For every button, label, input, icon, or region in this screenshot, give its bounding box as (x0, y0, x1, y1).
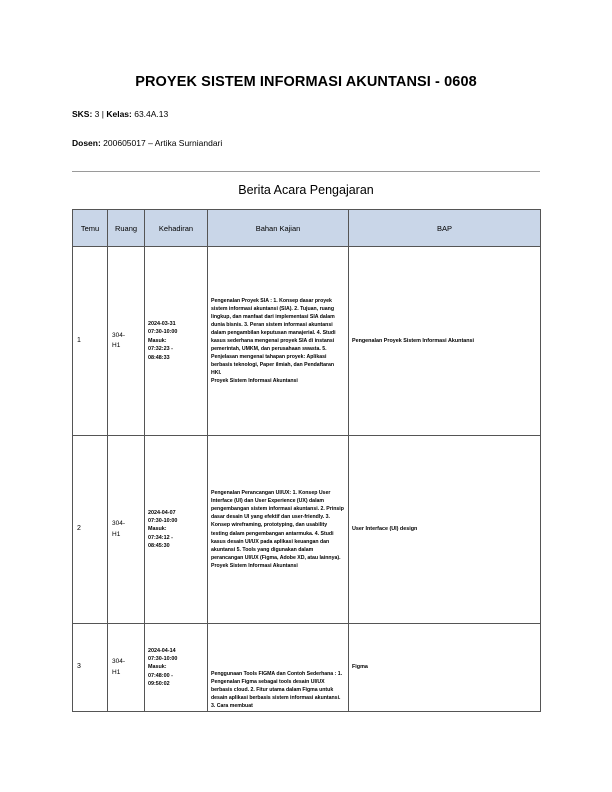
kelas-value: 63.4A.13 (131, 109, 169, 119)
cell-bahan-kajian (208, 624, 349, 712)
kehadiran-text: 2024-04-07 07:30-10:00 Masuk: 07:34:12 - 08:45:30 (148, 509, 178, 550)
kehadiran-text: 2024-04-14 07:30-10:00 Masuk: 07:48:00 - 09:50:02 (148, 647, 178, 688)
sks-label: SKS: (72, 109, 93, 119)
sks-value: 3 | (92, 109, 107, 119)
kelas-label: Kelas: (106, 109, 132, 119)
document-title: PROYEK SISTEM INFORMASI AKUNTANSI - 0608 (135, 74, 477, 90)
section-title: Berita Acara Pengajaran (238, 183, 374, 197)
bahan-kajian-text: Penggunaan Tools FIGMA dan Contoh Sederhana : 1. Pengenalan Figma sebagai tools desain UI/UX berbasis cloud. 2. Fitur utama dalam Figma untuk desain aplikasi berbasis sistem informasi akuntansi. 3. Cara membuat (211, 670, 343, 709)
column-header-bap: BAP (349, 210, 541, 247)
cell-bap: Figma (349, 624, 541, 712)
cell-temu: 3 (73, 624, 108, 712)
ruang-text: 304- H1 (112, 658, 126, 676)
table-row (73, 624, 541, 712)
cell-bap: Pengenalan Proyek Sistem Informasi Akuntansi (349, 247, 541, 436)
cell-bahan-kajian (208, 436, 349, 624)
cell-ruang (108, 436, 145, 624)
table-row (73, 436, 541, 624)
course-info (72, 109, 168, 119)
cell-temu: 2 (73, 436, 108, 624)
column-header-temu: Temu (73, 210, 108, 247)
cell-ruang (108, 624, 145, 712)
cell-ruang (108, 247, 145, 436)
cell-bap: User Interface (UI) design (349, 436, 541, 624)
divider (72, 171, 540, 172)
table-header-row (73, 210, 541, 247)
dosen-label: Dosen: (72, 138, 101, 148)
cell-bahan-kajian (208, 247, 349, 436)
cell-temu: 1 (73, 247, 108, 436)
column-header-kehadiran: Kehadiran (145, 210, 208, 247)
bahan-kajian-text: Pengenalan Perancangan UI/UX: 1. Konsep User Interface (UI) dan User Experience (UX) dalam pengembangan sistem informasi akuntansi. 2. Prinsip dasar desain UI yang efektif dan user-friendly. 3. Konsep wireframing, prototyping, dan usability testing dalam pengembangan antarmuka. 4. Studi kasus desain UI/UX pada aplikasi keuangan dan akuntansi 5. Tools yang digunakan dalam perancangan UI/UX (Figma, Adobe XD, atau lainnya). (211, 490, 344, 561)
ruang-text: 304- H1 (112, 331, 126, 349)
bap-table (72, 209, 541, 712)
cell-kehadiran (145, 247, 208, 436)
kehadiran-text: 2024-03-31 07:30-10:00 Masuk: 07:32:23 - 08:48:33 (148, 321, 178, 361)
column-header-bahan-kajian: Bahan Kajian (208, 210, 349, 247)
bahan-kajian-text: Pengenalan Proyek SIA : 1. Konsep dasar proyek sistem informasi akuntansi (SIA). 2. Tujuan, ruang lingkup, dan manfaat dari implementasi SIA dalam dunia bisnis. 3. Peran sistem informasi akuntansi dalam pengambilan keputusan manajerial. 4. Studi kasus sederhana mengenai proyek SIA di instansi pemerintah, UMKM, dan perusahaan swasta. 5. Penjelasan mengenai tahapan proyek: Aplikasi berbasis teknologi, Paper ilmiah, dan Pendaftaran HKI. (211, 297, 336, 377)
bahan-kajian-course: Proyek Sistem Informasi Akuntansi (211, 562, 298, 569)
cell-kehadiran (145, 436, 208, 624)
column-header-ruang: Ruang (108, 210, 145, 247)
dosen-value: 200605017 – Artika Surniandari (100, 138, 223, 148)
ruang-text: 304- H1 (112, 520, 126, 538)
table-row (73, 247, 541, 436)
cell-kehadiran (145, 624, 208, 712)
bahan-kajian-course: Proyek Sistem Informasi Akuntansi (211, 378, 298, 385)
lecturer-info (72, 138, 222, 148)
